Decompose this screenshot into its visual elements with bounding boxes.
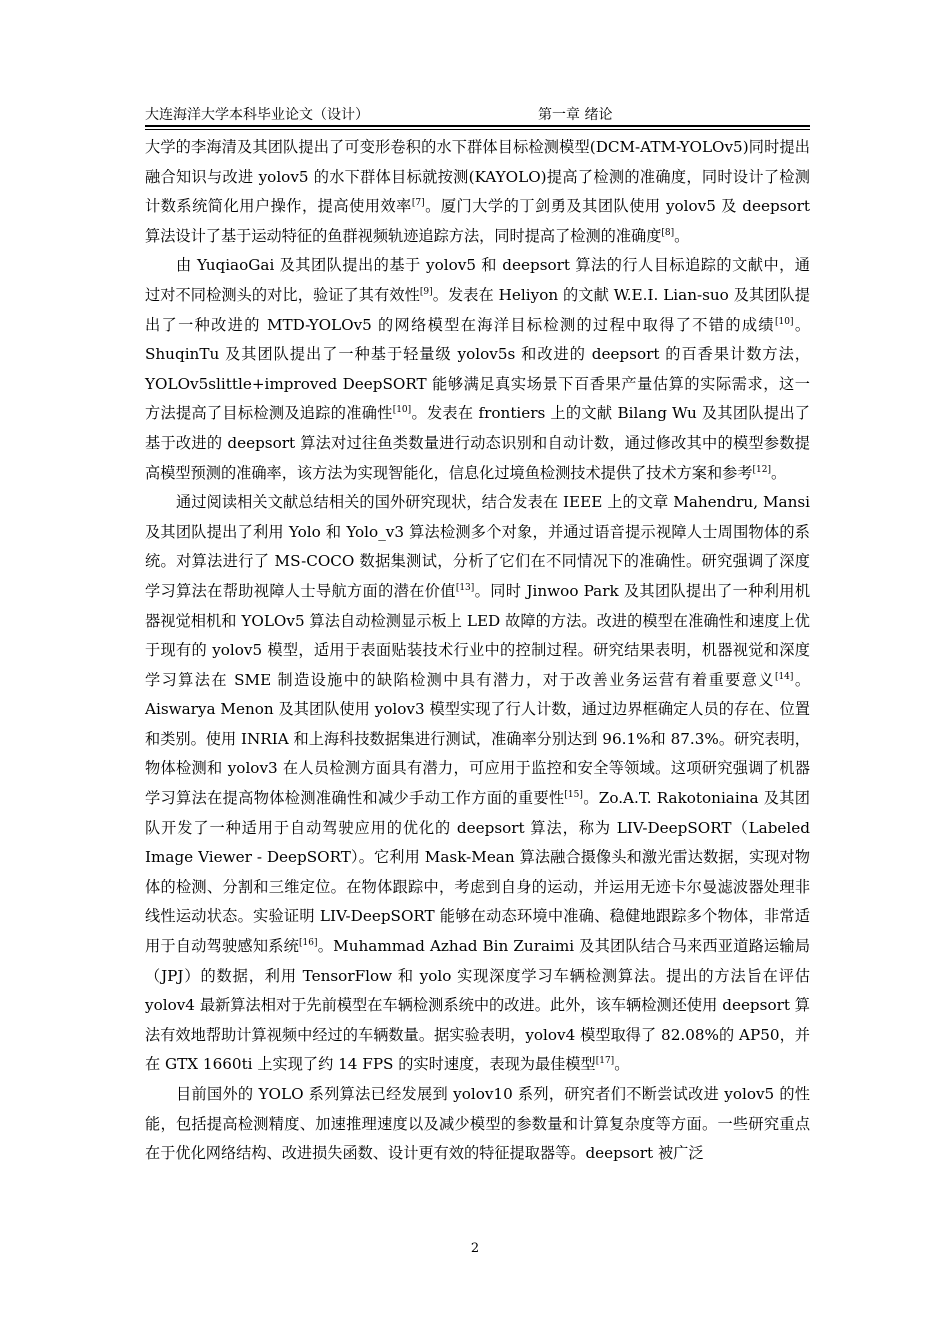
text-run: 。 — [614, 1055, 630, 1074]
text-run: 。Zo.A.T. Rakotoniaina 及其团队开发了一种适用于自动驾驶应用的优化的 deepsort 算法，称为 LIV-DeepSORT（Labeled Image Viewer - DeepSORT）。它利用 Mask-Mean 算法融合摄像头和激光雷达数据，实现对物体的检测、分割和三维定位。在物体跟踪中，考虑到自身的运动，并运用无迹卡尔曼滤波器处理非线性运动状态。实验证明 LIV-DeepSORT 能够在动态环境中准确、稳健地跟踪多个物体，非常适用于自动驾驶感知系统 — [145, 789, 810, 956]
text-run: 。发表在 frontiers 上的文献 Bilang Wu 及其团队提出了基于改进的 deepsort 算法对过往鱼类数量进行动态识别和自动计数，通过修改其中的模型参数提高模型预测的准确率，该方法为实现智能化，信息化过境鱼检测技术提供了技术方案和参考 — [145, 404, 810, 482]
body-text — [145, 133, 810, 1169]
paragraph — [145, 488, 810, 1080]
text-run: 通过阅读相关文献总结相关的国外研究现状，结合发表在 IEEE 上的文章 Mahendru, Mansi 及其团队提出了利用 Yolo 和 Yolo_v3 算法检测多个对象，并通过语音提示视障人士周围物体的系统。对算法进行了 MS-COCO 数据集测试，分析了它们在不同情况下的准确性。研究强调了深度学习算法在帮助视障人士导航方面的潜在价值 — [145, 493, 810, 600]
citation-ref: [14] — [774, 671, 794, 682]
citation-ref: [16] — [299, 938, 318, 949]
citation-ref: [9] — [419, 286, 433, 297]
page-header — [145, 105, 810, 125]
citation-ref: [8] — [661, 227, 675, 238]
citation-ref: [17] — [595, 1056, 615, 1067]
paragraph — [145, 1080, 810, 1169]
citation-ref: [10] — [392, 405, 412, 416]
text-run: 。Aiswarya Menon 及其团队使用 yolov3 模型实现了行人计数，通过边界框确定人员的存在、位置和类别。使用 INRIA 和上海科技数据集进行测试，准确率分别达到 96.1%和 87.3%。研究表明，物体检测和 yolov3 在人员检测方面具有潜力，可应用于监控和安全等领域。这项研究强调了机器学习算法在提高物体检测准确性和减少手动工作方面的重要性 — [145, 670, 811, 808]
text-run: 。发表在 Heliyon 的文献 W.E.I. Lian-suo 及其团队提出了一种改进的 MTD-YOLOv5 的网络模型在海洋目标检测的过程中取得了不错的成绩 — [145, 285, 810, 334]
citation-ref: [12] — [752, 464, 771, 475]
text-run: 目前国外的 YOLO 系列算法已经发展到 yolov10 系列，研究者们不断尝试改进 yolov5 的性能，包括提高检测精度、加速推理速度以及减少模型的参数量和计算复杂度等方面。一些研究重点在于优化网络结构、改进损失函数、设计更有效的特征提取器等。deepsort 被广泛 — [145, 1085, 810, 1163]
text-run: 大学的李海清及其团队提出了可变形卷积的水下群体目标检测模型(DCM-ATM-YOLOv5)同时提出融合知识与改进 yolov5 的水下群体目标就按测(KAYOLO)提高了检测的准确度，同时设计了检测计数系统简化用户操作，提高使用效率 — [145, 138, 810, 216]
page-number: 2 — [470, 1241, 480, 1256]
paragraph — [145, 251, 810, 488]
text-run: 由 YuqiaoGai 及其团队提出的基于 yolov5 和 deepsort 算法的行人目标追踪的文献中，通过对不同检测头的对比，验证了其有效性 — [145, 256, 810, 304]
text-run: 。厦门大学的丁剑勇及其团队使用 yolov5 及 deepsort 算法设计了基于运动特征的鱼群视频轨迹追踪方法，同时提高了检测的准确度 — [145, 197, 811, 245]
paragraph — [145, 133, 810, 251]
text-run: 。Muhammad Azhad Bin Zuraimi 及其团队结合马来西亚道路运输局（JPJ）的数据，利用 TensorFlow 和 yolo 实现深度学习车辆检测算法。提出的方法旨在评估 yolov4 最新算法相对于先前模型在车辆检测系统中的改进。此外，该车辆检测还使用 deepsort 算法有效地帮助计算视频中经过的车辆数量。据实验表明，yolov4 模型取得了 82.08%的 AP50，并在 GTX 1660ti 上实现了约 14 FPS 的实时速度，表现为最佳模型 — [145, 937, 811, 1074]
text-run: 。 — [674, 226, 690, 245]
citation-ref: [10] — [774, 316, 794, 327]
text-run: 。ShuqinTu 及其团队提出了一种基于轻量级 yolov5s 和改进的 deepsort 的百香果计数方法，YOLOv5slittle+improved DeepSORT 能够满足真实场景下百香果产量估算的实际需求，这一方法提高了目标检测及追踪的准确性 — [145, 315, 811, 423]
header-rule-thick — [145, 125, 810, 127]
text-run: 。 — [770, 463, 787, 482]
header-rule-thin — [145, 129, 810, 130]
citation-ref: [7] — [411, 198, 425, 209]
citation-ref: [13] — [455, 582, 475, 593]
header-thesis-title: 大连海洋大学本科毕业论文（设计） — [145, 107, 369, 123]
header-chapter-title: 第一章 绪论 — [538, 107, 613, 123]
text-run: 。同时 Jinwoo Park 及其团队提出了一种利用机器视觉相机和 YOLOv5 算法自动检测显示板上 LED 故障的方法。改进的模型在准确性和速度上优于现有的 yolov5 模型，适用于表面贴装技术行业中的控制过程。研究结果表明，机器视觉和深度学习算法在 SME 制造设施中的缺陷检测中具有潜力，对于改善业务运营有着重要意义 — [145, 581, 811, 689]
citation-ref: [15] — [564, 790, 583, 801]
